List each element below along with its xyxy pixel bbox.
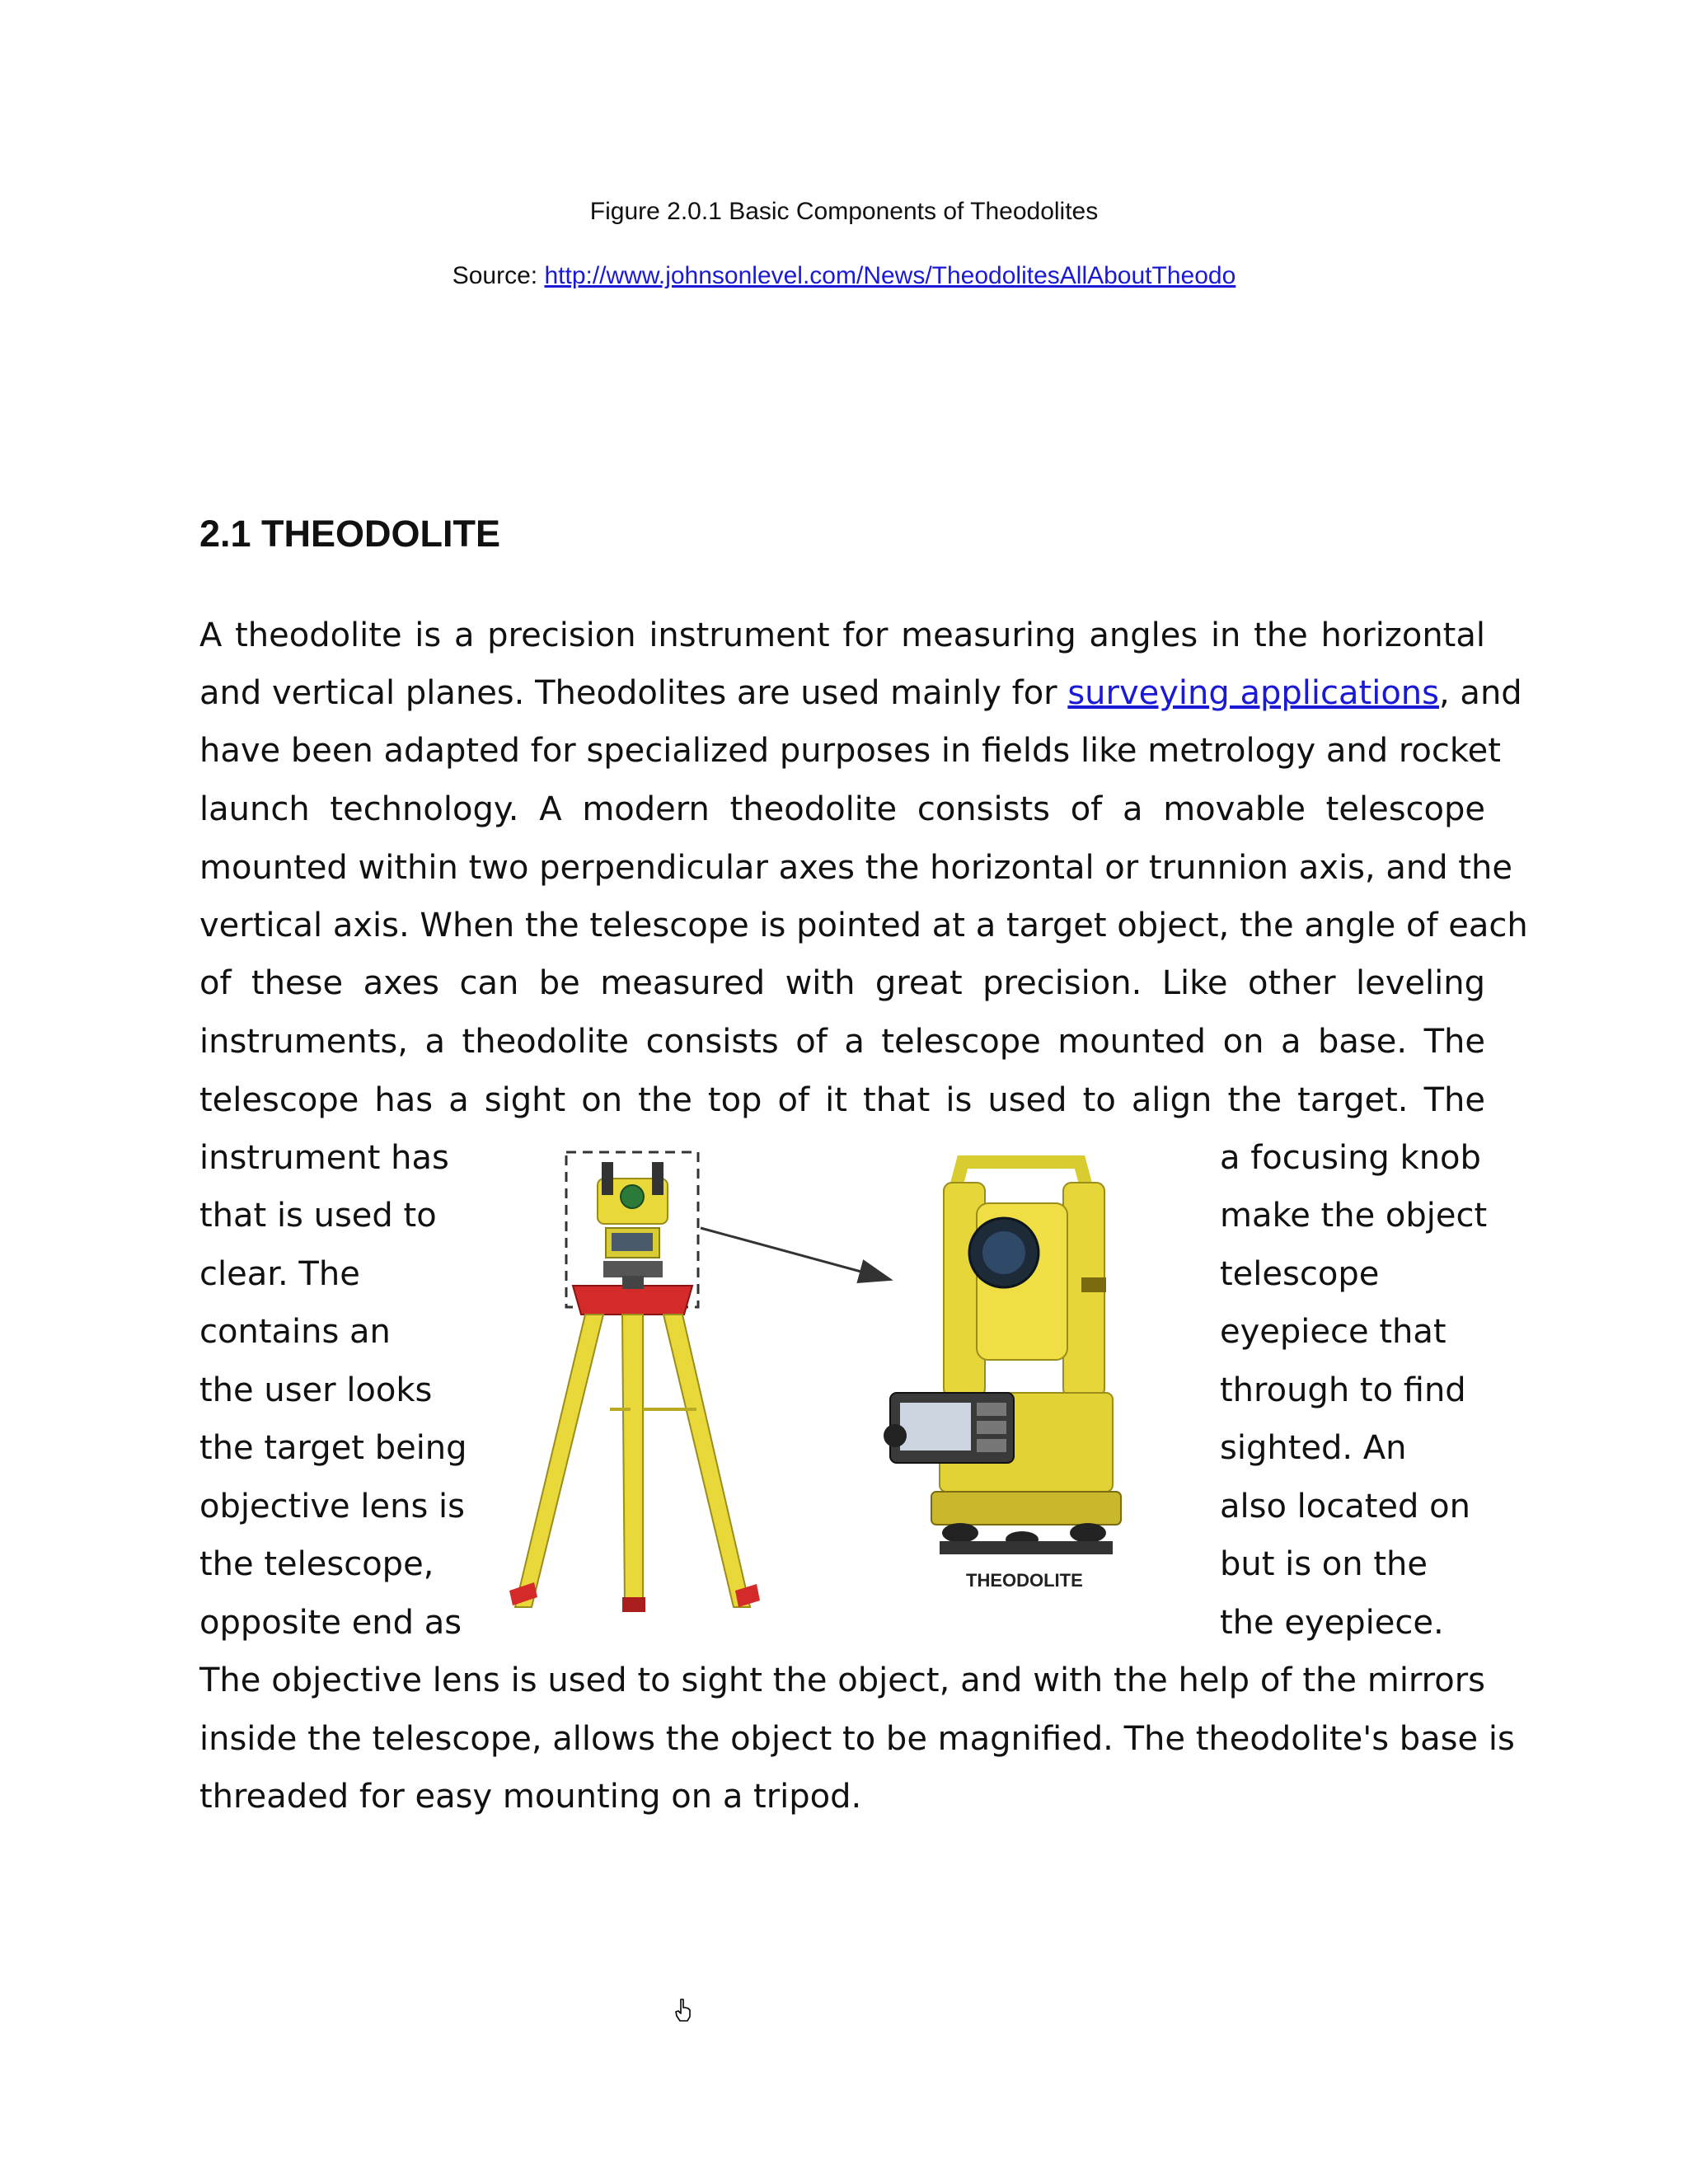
- paragraph-line: A theodolite is a precision instrument for measuring angles in the horizontal: [199, 616, 1485, 654]
- right-column-line: through to find: [1220, 1371, 1466, 1409]
- section-heading: 2.1 THEODOLITE: [199, 513, 501, 555]
- left-column-line: the telescope,: [199, 1545, 434, 1583]
- right-column-line: the eyepiece.: [1220, 1604, 1444, 1642]
- paragraph-text: , and: [1439, 674, 1522, 712]
- paragraph-line: [199, 674, 1522, 712]
- paragraph-line: inside the telescope, allows the object to be magnified. The theodolite's base is: [199, 1720, 1515, 1758]
- left-column-line: objective lens is: [199, 1488, 465, 1526]
- paragraph-line: have been adapted for specialized purposes in fields like metrology and rocket: [199, 732, 1501, 770]
- right-column-line: eyepiece that: [1220, 1313, 1447, 1351]
- right-column-line: make the object: [1220, 1197, 1488, 1235]
- right-column-line: sighted. An: [1220, 1429, 1407, 1467]
- hand-pointer-cursor-icon: [674, 1998, 692, 2022]
- paragraph-line: instruments, a theodolite consists of a telescope mounted on a base. The: [199, 1023, 1485, 1061]
- surveying-applications-link[interactable]: surveying applications: [1067, 674, 1439, 712]
- paragraph-line: mounted within two perpendicular axes the horizontal or trunnion axis, and the: [199, 849, 1512, 887]
- source-link[interactable]: http://www.johnsonlevel.com/News/TheodolitesAllAboutTheodo: [544, 262, 1236, 289]
- paragraph-line: threaded for easy mounting on a tripod.: [199, 1778, 862, 1816]
- paragraph-line: launch technology. A modern theodolite consists of a movable telescope: [199, 790, 1485, 828]
- theodolite-figure: [495, 1146, 1203, 1624]
- figure-caption: Figure 2.0.1 Basic Components of Theodolites: [589, 198, 1099, 225]
- right-column-line: also located on: [1220, 1488, 1470, 1526]
- right-column-line: telescope: [1220, 1255, 1380, 1293]
- paragraph-line: telescope has a sight on the top of it that is used to align the target. The: [199, 1081, 1485, 1119]
- paragraph-line: vertical axis. When the telescope is pointed at a target object, the angle of each: [199, 907, 1528, 944]
- paragraph-line: The objective lens is used to sight the object, and with the help of the mirrors: [199, 1661, 1485, 1699]
- left-column-line: contains an: [199, 1313, 391, 1351]
- right-column-line: but is on the: [1220, 1545, 1428, 1583]
- paragraph-line: of these axes can be measured with great precision. Like other leveling: [199, 964, 1485, 1002]
- left-column-line: instrument has: [199, 1139, 449, 1177]
- left-column-line: the user looks: [199, 1371, 433, 1409]
- left-column-line: that is used to: [199, 1197, 437, 1235]
- left-column-line: clear. The: [199, 1255, 360, 1293]
- source-label: Source:: [452, 262, 538, 289]
- figure-source: [0, 262, 1688, 290]
- theodolite-detail-image: [884, 1162, 1121, 1591]
- left-column-line: the target being: [199, 1429, 467, 1467]
- theodolite-product-label: THEODOLITE: [966, 1570, 1083, 1591]
- left-column-line: opposite end as: [199, 1604, 462, 1642]
- paragraph-text: and vertical planes. Theodolites are used mainly for: [199, 674, 1068, 712]
- tripod-theodolite-image: [509, 1152, 760, 1612]
- right-column-line: a focusing knob: [1220, 1139, 1481, 1177]
